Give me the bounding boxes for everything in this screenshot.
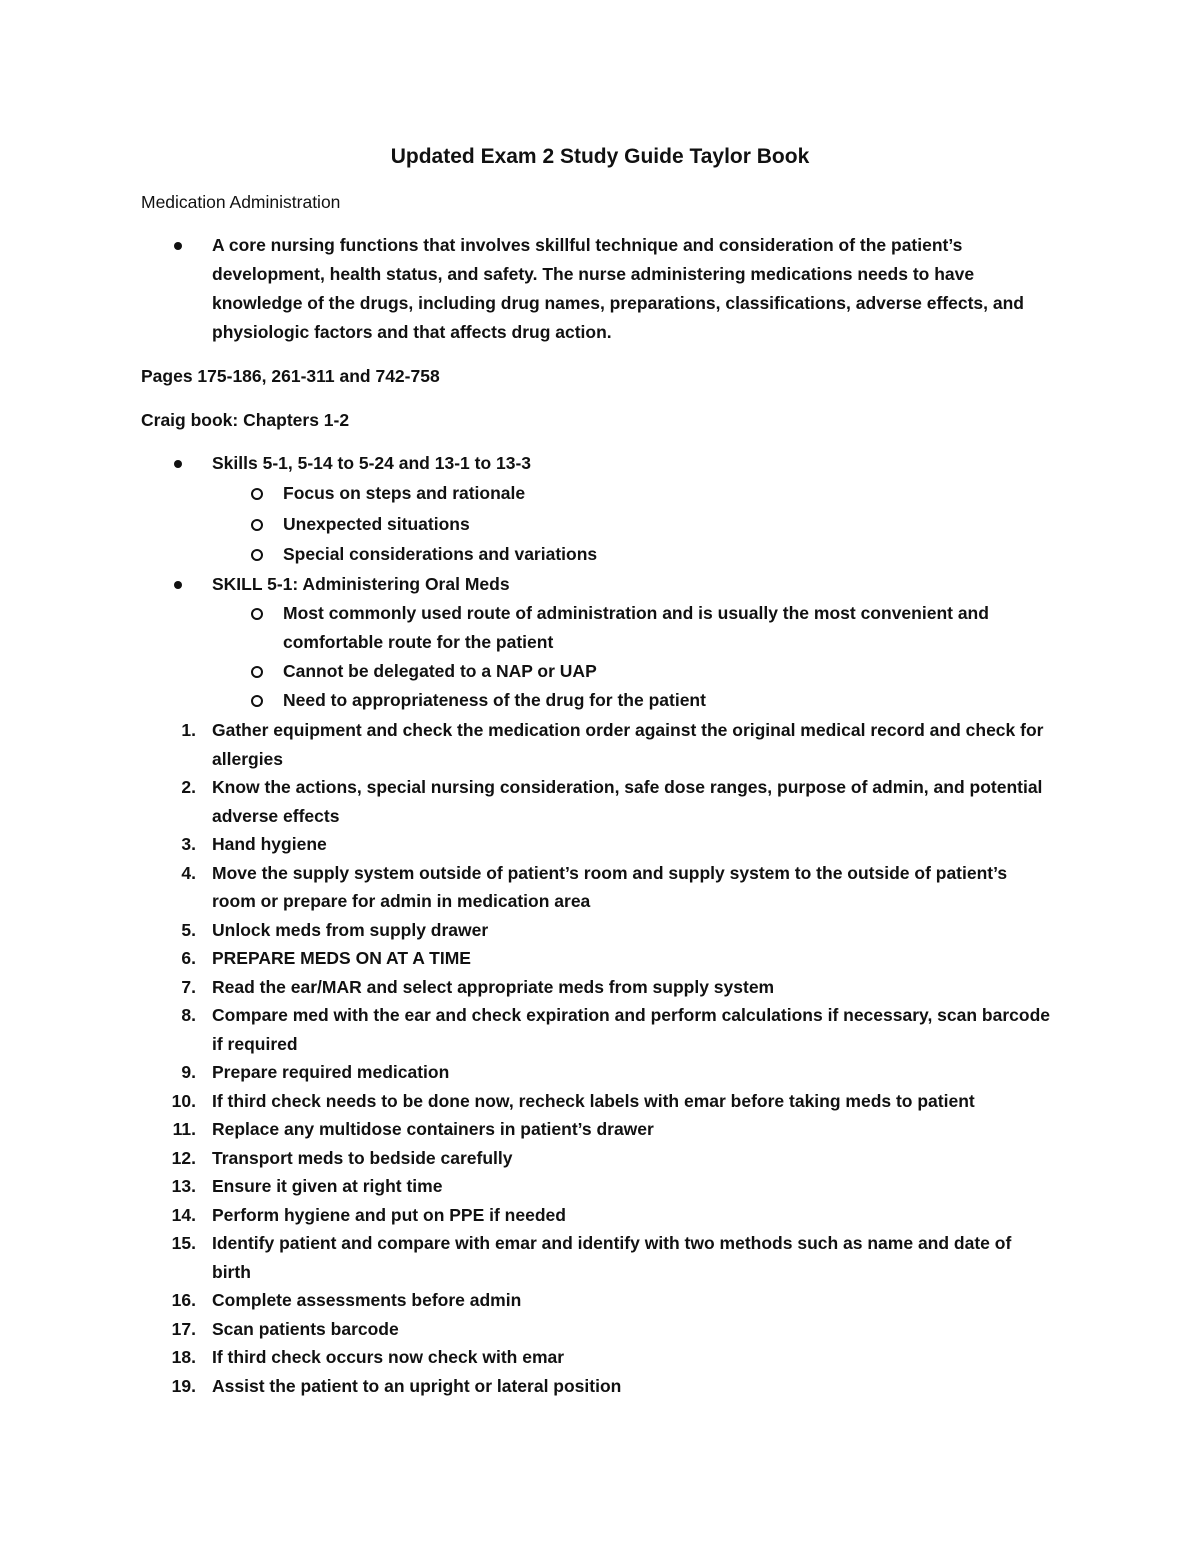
step-text: PREPARE MEDS ON AT A TIME: [212, 948, 471, 968]
sub-list-item: [0, 509, 1200, 540]
step-text: Know the actions, special nursing consideration, safe dose ranges, purpose of admin, and potential adverse effects: [212, 777, 1043, 826]
step-item: [0, 1172, 1200, 1201]
step-number: 17.: [171, 1318, 196, 1339]
procedure-steps-list: [0, 716, 1200, 1400]
step-text: Ensure it given at right time: [212, 1176, 443, 1196]
list-item: [0, 231, 1200, 347]
list-item-text: Skills 5-1, 5-14 to 5-24 and 13-1 to 13-3: [212, 453, 532, 473]
circle-bullet-icon: [251, 519, 263, 531]
step-number: 1.: [181, 720, 196, 740]
step-text: Move the supply system outside of patient’s room and supply system to the outside of patient’s room or prepare for admin in medication area: [212, 862, 1008, 911]
circle-bullet-icon: [251, 549, 263, 561]
step-item: [0, 716, 1200, 773]
skills-list: [0, 449, 1200, 715]
sub-list-item: [0, 599, 1200, 657]
step-item: [0, 1229, 1200, 1286]
step-item: [0, 1001, 1200, 1058]
sub-list-item-text: Special considerations and variations: [283, 544, 598, 564]
step-text: Complete assessments before admin: [212, 1290, 522, 1310]
circle-bullet-icon: [251, 488, 263, 500]
step-item: [0, 916, 1200, 945]
sub-list-item: [0, 539, 1200, 570]
step-text: Identify patient and compare with emar and identify with two methods such as name and date of birth: [212, 1233, 1012, 1282]
sub-list-item: [0, 478, 1200, 509]
sub-list-item-text: Cannot be delegated to a NAP or UAP: [283, 660, 597, 681]
list-item: [0, 449, 1200, 478]
step-text: Perform hygiene and put on PPE if needed: [212, 1204, 566, 1225]
step-number: 10.: [171, 1090, 196, 1111]
step-item: [0, 773, 1200, 830]
sub-list-item-text: Most commonly used route of administration and is usually the most convenient and comfortable route for the patient: [283, 602, 989, 652]
step-number: 4.: [181, 862, 196, 883]
list-item-text: SKILL 5-1: Administering Oral Meds: [212, 573, 510, 594]
step-number: 12.: [171, 1147, 196, 1168]
sub-list-item-text: Unexpected situations: [283, 513, 470, 534]
step-item: [0, 830, 1200, 859]
step-number: 5.: [181, 919, 196, 940]
step-number: 18.: [171, 1347, 196, 1367]
step-number: 19.: [171, 1375, 196, 1396]
intro-bullet-list: [0, 231, 1200, 347]
circle-bullet-icon: [251, 695, 263, 707]
sub-list-item: [0, 657, 1200, 686]
step-text: Assist the patient to an upright or lateral position: [212, 1375, 622, 1396]
step-item: [0, 1315, 1200, 1344]
pages-reference: Pages 175-186, 261-311 and 742-758: [141, 366, 440, 386]
step-number: 6.: [181, 948, 196, 968]
step-item: [0, 1201, 1200, 1230]
craig-book-reference: Craig book: Chapters 1-2: [141, 410, 350, 430]
step-number: 9.: [181, 1062, 196, 1082]
step-item: [0, 859, 1200, 916]
step-text: Gather equipment and check the medication order against the original medical record and check for allergies: [212, 720, 1044, 769]
sub-list-item-text: Need to appropriateness of the drug for the patient: [283, 689, 706, 710]
bullet-icon: [174, 242, 182, 250]
step-text: Replace any multidose containers in patient’s drawer: [212, 1119, 654, 1139]
circle-bullet-icon: [251, 666, 263, 678]
step-item: [0, 1286, 1200, 1315]
step-number: 16.: [171, 1290, 196, 1310]
step-number: 3.: [181, 834, 196, 854]
circle-bullet-icon: [251, 608, 263, 620]
step-item: [0, 944, 1200, 973]
step-text: Hand hygiene: [212, 834, 327, 854]
bullet-icon: [174, 460, 182, 468]
step-text: Prepare required medication: [212, 1062, 450, 1082]
step-number: 8.: [181, 1005, 196, 1025]
step-number: 15.: [171, 1233, 196, 1253]
sub-list-item: [0, 686, 1200, 715]
step-text: Scan patients barcode: [212, 1318, 399, 1339]
step-number: 2.: [181, 777, 196, 797]
step-number: 11.: [172, 1119, 196, 1139]
step-text: If third check occurs now check with emar: [212, 1347, 565, 1367]
step-item: [0, 1144, 1200, 1173]
section-heading: Medication Administration: [141, 192, 341, 212]
step-text: Unlock meds from supply drawer: [212, 919, 489, 940]
bullet-icon: [174, 581, 182, 589]
step-text: Transport meds to bedside carefully: [212, 1147, 513, 1168]
step-item: [0, 1343, 1200, 1372]
document-title: Updated Exam 2 Study Guide Taylor Book: [390, 145, 810, 168]
step-number: 13.: [171, 1176, 196, 1196]
step-text: Read the ear/MAR and select appropriate meds from supply system: [212, 976, 775, 997]
step-item: [0, 973, 1200, 1002]
step-item: [0, 1058, 1200, 1087]
step-number: 7.: [181, 976, 196, 997]
step-text: If third check needs to be done now, recheck labels with emar before taking meds to patient: [212, 1090, 975, 1111]
step-item: [0, 1087, 1200, 1116]
list-item-text: A core nursing functions that involves skillful technique and consideration of the patient’s development, health status, and safety. The nurse administering medications needs to have knowledge of the drugs, including drug names, preparations, classifications, adverse effects, and physiologic factors and that affects drug action.: [212, 235, 1024, 342]
step-item: [0, 1115, 1200, 1144]
step-text: Compare med with the ear and check expiration and perform calculations if necessary, scan barcode if required: [212, 1005, 1051, 1054]
step-number: 14.: [171, 1204, 196, 1225]
list-item: [0, 570, 1200, 599]
step-item: [0, 1372, 1200, 1401]
sub-list-item-text: Focus on steps and rationale: [283, 483, 526, 503]
